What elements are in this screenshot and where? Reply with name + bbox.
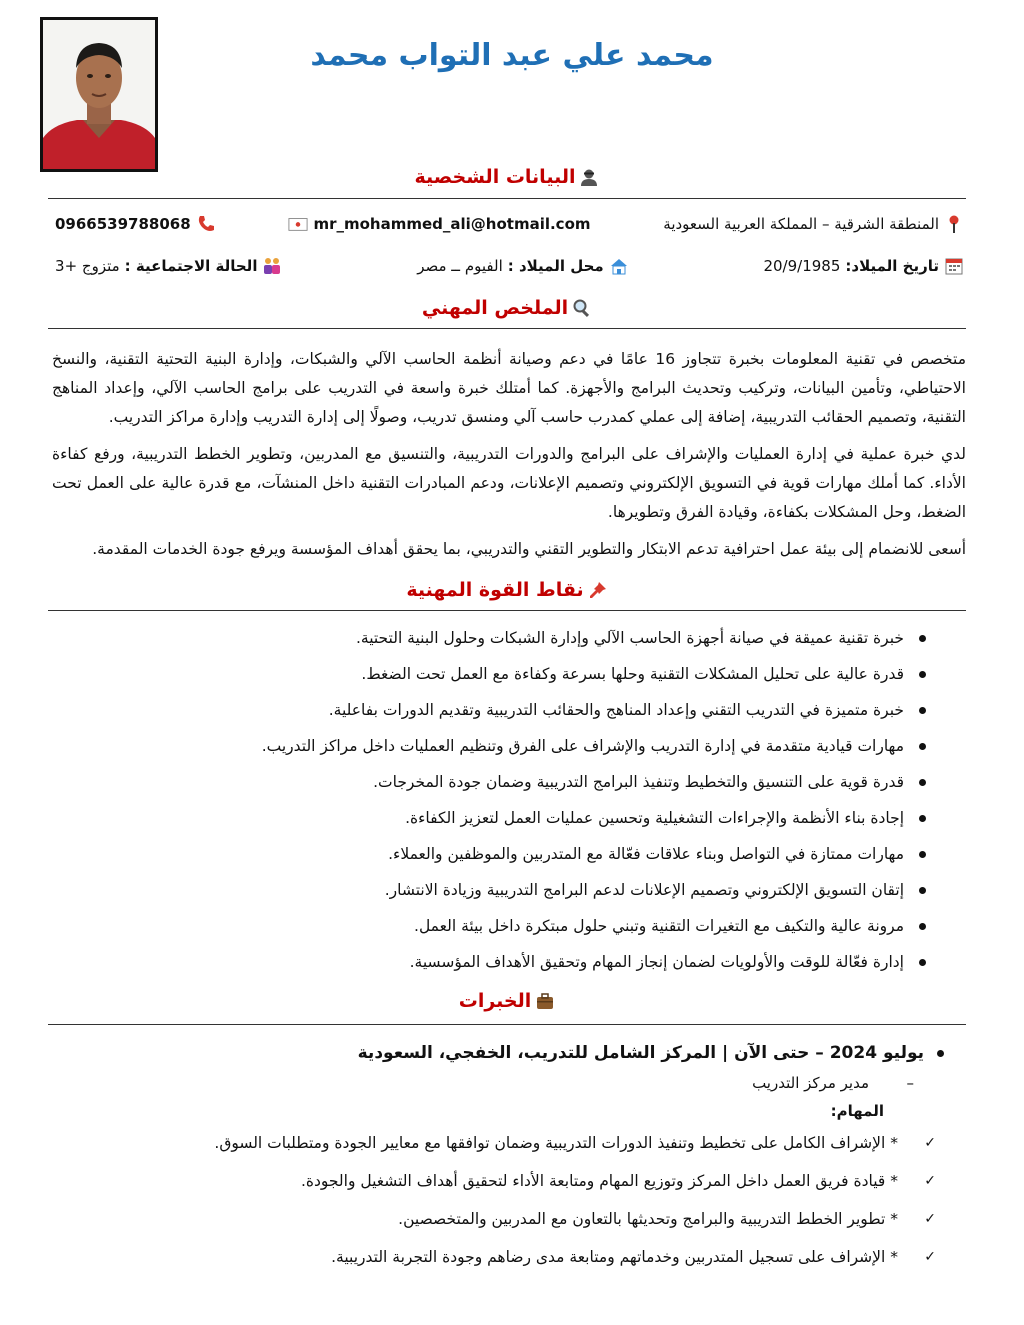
tasks-list <box>60 1124 964 1276</box>
house-icon <box>609 256 629 276</box>
list-item: خبرة تقنية عميقة في صيانة أجهزة الحاسب الآلي وإدارة الشبكات وحلول البنية التحتية. <box>52 620 966 656</box>
summary-divider <box>48 328 966 329</box>
map-pin-icon <box>944 214 964 234</box>
candidate-name: محمد علي عبد التواب محمد <box>310 38 714 73</box>
job-entry <box>60 1038 964 1276</box>
personal-divider <box>48 198 966 199</box>
summary-paragraph-2: لدي خبرة عملية في إدارة العمليات والإشراف على البرامج والدورات التدريبية، والتنسيق مع المدربين، وتطوير الخطط التدريبية، ورفع كفاءة الأداء. كما أملك مهارات قوية في التسويق الإلكتروني وتصميم الإعلانات، ودعم المبادرات التقنية داخل المنشآت، مع قدرة عالية على العمل تحت الضغط، وحل المشكلات بكفاءة، وقيادة الفرق وتطويرها. <box>52 445 966 521</box>
person-photo-illustration <box>43 20 155 169</box>
list-item: مهارات ممتازة في التواصل وبناء علاقات فعّالة مع المتدربين والموظفين والعملاء. <box>52 836 966 872</box>
phone-icon <box>196 214 216 234</box>
email[interactable]: mr_mohammed_ali@hotmail.com <box>288 214 590 234</box>
check-icon: ✓ <box>924 1249 936 1265</box>
envelope-icon <box>288 214 308 234</box>
summary-paragraph-1: متخصص في تقنية المعلومات بخبرة تتجاوز 16 عامًا في دعم وصيانة أنظمة الحاسب الآلي والشبكات، وإدارة البنية التحتية التقنية، والنسخ الاحتياطي، وتأمين البيانات، وتركيب وتحديث البرامج والأجهزة. كما أمتلك خبرة واسعة في التدريب على برامج الحاسب الآلي، وإعداد المناهج التقنية، وتصميم الحقائب التدريبية، إضافة إلى عملي كمدرب حاسب آلي ومنسق تدريب، وصولًا إلى إدارة التدريب وإدارة مراكز التدريب. <box>52 350 967 426</box>
check-icon: ✓ <box>924 1211 936 1227</box>
list-item: مرونة عالية والتكيف مع التغيرات التقنية وتبني حلول مبتكرة داخل بيئة العمل. <box>52 908 966 944</box>
personal-data-heading: البيانات الشخصية <box>48 166 966 188</box>
pushpin-icon <box>588 580 608 600</box>
birth-row <box>55 256 964 276</box>
job-header: يوليو 2024 – حتى الآن | المركز الشامل للتدريب، الخفجي، السعودية <box>60 1038 964 1068</box>
list-item: إجادة بناء الأنظمة والإجراءات التشغيلية وتحسين عمليات العمل لتعزيز الكفاءة. <box>52 800 966 836</box>
strengths-list <box>52 620 966 980</box>
summary-paragraph-3: أسعى للانضمام إلى بيئة عمل احترافية تدعم الابتكار والتطوير التقني والتدريبي، بما يحقق أهداف المؤسسة ويرفع جودة الخدمات المقدمة. <box>92 540 966 558</box>
strengths-heading: نقاط القوة المهنية <box>48 579 966 601</box>
task-item: ✓ * تطوير الخطط التدريبية والبرامج وتحديثها بالتعاون مع المدربين والمتخصصين. <box>60 1200 964 1238</box>
summary-heading: الملخص المهني <box>48 297 966 319</box>
job-role: – مدير مركز التدريب <box>60 1068 964 1098</box>
experience-heading: الخبرات <box>48 990 966 1012</box>
phone[interactable]: 0966539788068 <box>55 214 216 234</box>
task-item: ✓ * الإشراف على تسجيل المتدربين وخدماتهم ومتابعة مدى رضاهم وجودة التجربة التدريبية. <box>60 1238 964 1276</box>
list-item: إدارة فعّالة للوقت والأولويات لضمان إنجاز المهام وتحقيق الأهداف المؤسسية. <box>52 944 966 980</box>
dash-glyph: – <box>906 1074 914 1092</box>
person-icon <box>579 167 599 187</box>
birth-date: تاريخ الميلاد: 20/9/1985 <box>763 256 964 276</box>
profile-photo <box>40 17 158 172</box>
task-item: ✓ * الإشراف الكامل على تخطيط وتنفيذ الدورات التدريبية وضمان توافقها مع معايير الجودة ومتطلبات السوق. <box>60 1124 964 1162</box>
magnifier-icon <box>572 298 592 318</box>
check-icon: ✓ <box>924 1135 936 1151</box>
experience-divider <box>48 1024 966 1025</box>
family-icon <box>262 256 282 276</box>
list-item: خبرة متميزة في التدريب التقني وإعداد المناهج والحقائب التدريبية وتقديم الدورات بفاعلية. <box>52 692 966 728</box>
birth-place: محل الميلاد : الفيوم ــ مصر <box>417 256 629 276</box>
location: المنطقة الشرقية – المملكة العربية السعودية <box>663 214 964 234</box>
task-item: ✓ * قيادة فريق العمل داخل المركز وتوزيع المهام ومتابعة الأداء لتحقيق أهداف التشغيل والجودة. <box>60 1162 964 1200</box>
list-item: إتقان التسويق الإلكتروني وتصميم الإعلانات لدعم البرامج التدريبية وزيادة الانتشار. <box>52 872 966 908</box>
contact-row <box>55 214 964 234</box>
check-icon: ✓ <box>924 1173 936 1189</box>
strengths-divider <box>48 610 966 611</box>
list-item: قدرة عالية على تحليل المشكلات التقنية وحلها بسرعة وكفاءة مع العمل تحت الضغط. <box>52 656 966 692</box>
list-item: قدرة قوية على التنسيق والتخطيط وتنفيذ البرامج التدريبية وضمان جودة المخرجات. <box>52 764 966 800</box>
briefcase-icon <box>535 991 555 1011</box>
calendar-icon <box>944 256 964 276</box>
list-item: مهارات قيادية متقدمة في إدارة التدريب والإشراف على الفرق وتنظيم العمليات داخل مراكز التدريب. <box>52 728 966 764</box>
tasks-label: المهام: <box>830 1102 884 1120</box>
marital-status: الحالة الاجتماعية : متزوج +3 <box>55 256 282 276</box>
